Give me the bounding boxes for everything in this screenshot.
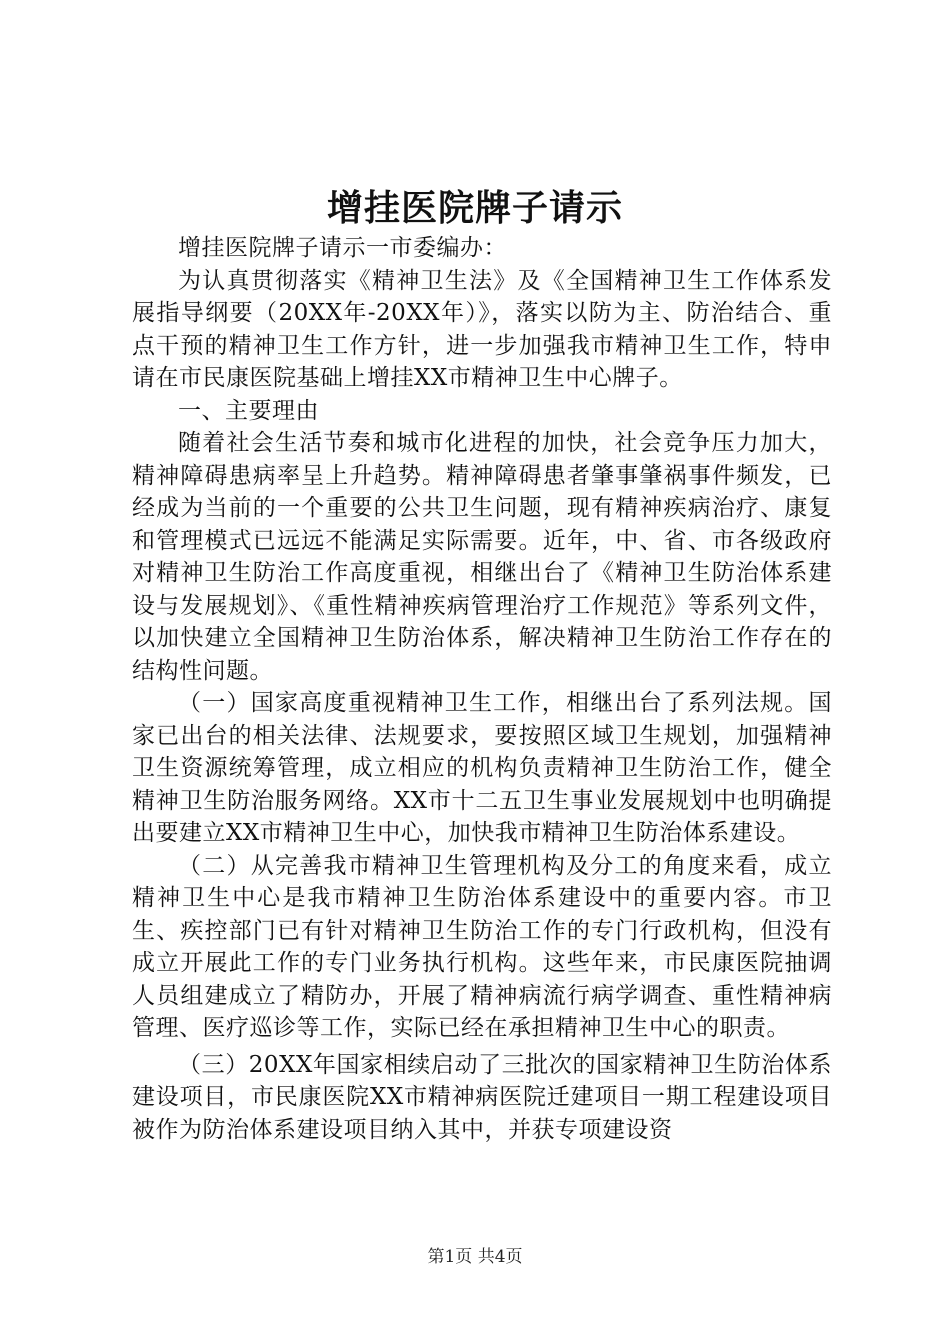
document-body xyxy=(132,232,832,1146)
reason-paragraph: 随着社会生活节奏和城市化进程的加快，社会竞争压力加大，精神障碍患病率呈上升趋势。精神障碍患者肇事肇祸事件频发，已经成为当前的一个重要的公共卫生问题，现有精神疾病治疗、康复和管理模式已远远不能满足实际需要。近年，中、省、市各级政府对精神卫生防治工作高度重视，相继出台了《精神卫生防治体系建设与发展规划》、《重性精神疾病管理治疗工作规范》等系列文件，以加快建立全国精神卫生防治体系，解决精神卫生防治工作存在的结构性问题。 xyxy=(132,430,832,684)
salutation-paragraph: 增挂医院牌子请示一市委编办： xyxy=(178,235,507,261)
point-one-paragraph: （一）国家高度重视精神卫生工作，相继出台了系列法规。国家已出台的相关法律、法规要求，要按照区域卫生规划，加强精神卫生资源统筹管理，成立相应的机构负责精神卫生防治工作，健全精神卫生防治服务网络。XX市十二五卫生事业发展规划中也明确提出要建立XX市精神卫生中心，加快我市精神卫生防治体系建设。 xyxy=(132,690,832,846)
point-two-paragraph: （二）从完善我市精神卫生管理机构及分工的角度来看，成立精神卫生中心是我市精神卫生防治体系建设中的重要内容。市卫生、疾控部门已有针对精神卫生防治工作的专门行政机构，但没有成立开展此工作的专门业务执行机构。这些年来，市民康医院抽调人员组建成立了精防办，开展了精神病流行病学调查、重性精神病管理、医疗巡诊等工作，实际已经在承担精神卫生中心的职责。 xyxy=(132,852,832,1041)
intro-paragraph: 为认真贯彻落实《精神卫生法》及《全国精神卫生工作体系发展指导纲要（20XX年-20XX年）》，落实以防为主、防治结合、重点干预的精神卫生工作方针，进一步加强我市精神卫生工作，特申请在市民康医院基础上增挂XX市精神卫生中心牌子。 xyxy=(132,267,832,391)
document-title: 增挂医院牌子请示 xyxy=(326,188,623,229)
section-heading: 一、主要理由 xyxy=(178,397,319,424)
point-three-paragraph: （三）20XX年国家相续启动了三批次的国家精神卫生防治体系建设项目，市民康医院XX市精神病医院迁建项目一期工程建设项目被作为防治体系建设项目纳入其中，并获专项建设资 xyxy=(132,1051,832,1143)
page-footer: 第1页 共4页 xyxy=(427,1247,523,1267)
